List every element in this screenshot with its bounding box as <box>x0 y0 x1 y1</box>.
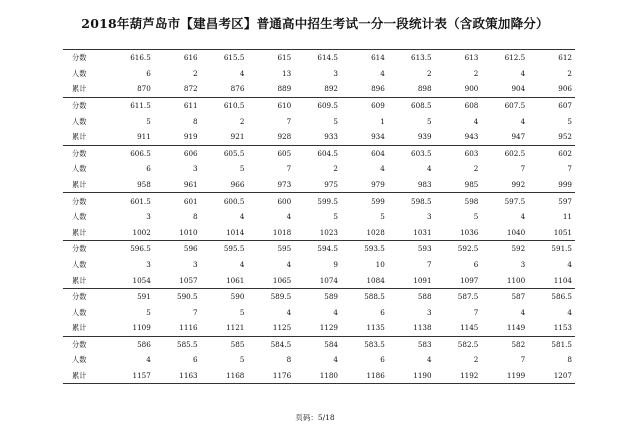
cumulative-cell: 1135 <box>366 323 385 333</box>
score-cell: 590.5 <box>154 288 201 304</box>
cumulative-cell: 952 <box>558 132 572 142</box>
count-cell: 3 <box>333 68 338 78</box>
cumulative-cell: 1129 <box>319 323 338 333</box>
count-cell: 7 <box>473 307 479 317</box>
score-cell: 595 <box>247 241 294 257</box>
score-row-label: 分数 <box>63 288 107 304</box>
score-cell: 585 <box>201 336 248 352</box>
count-cell: 6 <box>146 164 151 174</box>
count-cell: 4 <box>520 212 526 222</box>
score-cell: 608 <box>435 97 482 113</box>
score-cell: 601 <box>154 193 201 209</box>
cumulative-cell: 1109 <box>132 323 151 333</box>
score-cell: 611 <box>154 97 201 113</box>
score-cell: 588 <box>388 288 435 304</box>
count-cell: 3 <box>427 212 432 222</box>
score-cell: 586 <box>107 336 154 352</box>
cumulative-cell: 973 <box>277 179 292 189</box>
score-cell: 605 <box>247 145 294 161</box>
score-distribution-table-container <box>63 49 575 384</box>
page-title: 2018年葫芦岛市【建昌考区】普通高中招生考试一分一段统计表（含政策加降分） <box>81 16 549 31</box>
score-table-body <box>63 50 575 384</box>
score-distribution-table <box>63 49 575 384</box>
score-cell: 591.5 <box>528 241 575 257</box>
count-row <box>63 209 575 225</box>
count-cell: 4 <box>567 259 572 269</box>
cumulative-row-label: 累计 <box>72 323 87 333</box>
score-row-label: 分数 <box>63 193 107 209</box>
cumulative-cell: 1176 <box>247 368 294 384</box>
score-cell: 616 <box>154 50 201 66</box>
cumulative-cell: 1125 <box>272 323 292 333</box>
score-cell: 594.5 <box>294 241 341 257</box>
cumulative-row <box>63 272 575 288</box>
count-cell: 8 <box>286 355 292 365</box>
count-cell: 2 <box>473 164 479 174</box>
score-cell: 615 <box>247 50 294 66</box>
cumulative-cell: 992 <box>511 179 526 189</box>
cumulative-cell: 1091 <box>413 275 432 285</box>
score-cell: 595.5 <box>201 241 248 257</box>
score-cell: 591 <box>107 288 154 304</box>
count-cell: 9 <box>333 259 338 269</box>
count-cell: 2 <box>567 68 572 78</box>
cumulative-row-label: 累计 <box>72 84 87 94</box>
cumulative-cell: 1054 <box>132 275 151 285</box>
count-cell: 8 <box>193 212 198 222</box>
count-row <box>63 305 575 321</box>
cumulative-cell: 1121 <box>226 323 245 333</box>
cumulative-row-label: 累计 <box>63 368 107 384</box>
count-cell: 4 <box>286 307 292 317</box>
count-cell: 4 <box>380 164 385 174</box>
count-cell: 5 <box>333 212 338 222</box>
score-row <box>63 97 575 113</box>
count-row-label: 人数 <box>72 307 87 317</box>
score-cell: 599.5 <box>294 193 341 209</box>
cumulative-row <box>63 368 575 384</box>
score-cell: 600 <box>247 193 294 209</box>
score-cell: 593 <box>388 241 435 257</box>
cumulative-cell: 934 <box>371 132 385 142</box>
cumulative-cell: 898 <box>417 84 432 94</box>
count-cell: 7 <box>427 259 432 269</box>
score-cell: 614 <box>341 50 388 66</box>
cumulative-cell: 958 <box>137 179 151 189</box>
count-row <box>63 66 575 82</box>
count-cell: 2 <box>239 116 245 126</box>
cumulative-cell: 1002 <box>132 227 151 237</box>
score-cell: 603.5 <box>388 145 435 161</box>
score-row <box>63 288 575 304</box>
cumulative-cell: 906 <box>558 84 572 94</box>
count-cell: 4 <box>380 68 385 78</box>
count-cell: 2 <box>333 164 338 174</box>
score-cell: 609.5 <box>294 97 341 113</box>
score-cell: 588.5 <box>341 288 388 304</box>
cumulative-cell: 1014 <box>226 227 245 237</box>
cumulative-cell: 1207 <box>528 368 575 384</box>
count-cell: 7 <box>520 355 526 365</box>
score-row-label: 分数 <box>63 336 107 352</box>
score-cell: 585.5 <box>154 336 201 352</box>
cumulative-cell: 1018 <box>272 227 292 237</box>
cumulative-cell: 872 <box>183 84 198 94</box>
count-cell: 4 <box>427 355 432 365</box>
score-cell: 607.5 <box>481 97 528 113</box>
score-row-label: 分数 <box>63 50 107 66</box>
score-cell: 610.5 <box>201 97 248 113</box>
cumulative-cell: 900 <box>464 84 479 94</box>
cumulative-cell: 939 <box>417 132 432 142</box>
count-cell: 5 <box>239 307 245 317</box>
score-cell: 584 <box>294 336 341 352</box>
cumulative-cell: 1065 <box>272 275 292 285</box>
cumulative-cell: 1186 <box>341 368 388 384</box>
count-cell: 6 <box>146 68 151 78</box>
score-cell: 616.5 <box>107 50 154 66</box>
count-cell: 1 <box>380 116 385 126</box>
score-cell: 611.5 <box>107 97 154 113</box>
cumulative-row <box>63 320 575 336</box>
score-cell: 581.5 <box>528 336 575 352</box>
count-cell: 13 <box>282 68 292 78</box>
cumulative-cell: 870 <box>137 84 151 94</box>
cumulative-cell: 1100 <box>506 275 526 285</box>
count-cell: 5 <box>380 212 385 222</box>
count-cell: 4 <box>239 68 245 78</box>
score-cell: 608.5 <box>388 97 435 113</box>
count-row-label: 人数 <box>72 164 87 174</box>
count-row <box>63 352 575 368</box>
score-cell: 614.5 <box>294 50 341 66</box>
count-row <box>63 113 575 129</box>
score-cell: 589.5 <box>247 288 294 304</box>
count-cell: 4 <box>520 307 526 317</box>
score-cell: 584.5 <box>247 336 294 352</box>
score-cell: 587 <box>481 288 528 304</box>
count-cell: 7 <box>286 164 292 174</box>
cumulative-cell: 1031 <box>413 227 432 237</box>
score-cell: 612 <box>528 50 575 66</box>
cumulative-row-label: 累计 <box>72 132 87 142</box>
count-cell: 2 <box>427 68 432 78</box>
cumulative-cell: 1036 <box>460 227 479 237</box>
count-cell: 5 <box>146 116 151 126</box>
cumulative-cell: 911 <box>137 132 151 142</box>
score-cell: 592.5 <box>435 241 482 257</box>
count-cell: 8 <box>193 116 198 126</box>
score-cell: 610 <box>247 97 294 113</box>
cumulative-cell: 1028 <box>366 227 385 237</box>
cumulative-row <box>63 177 575 193</box>
count-row-label: 人数 <box>72 355 87 365</box>
cumulative-cell: 1138 <box>413 323 432 333</box>
score-cell: 583.5 <box>341 336 388 352</box>
cumulative-cell: 975 <box>324 179 338 189</box>
cumulative-cell: 961 <box>183 179 198 189</box>
count-cell: 5 <box>239 355 245 365</box>
count-cell: 4 <box>567 307 572 317</box>
score-cell: 597 <box>528 193 575 209</box>
score-cell: 589 <box>294 288 341 304</box>
score-cell: 609 <box>341 97 388 113</box>
count-cell: 6 <box>380 307 385 317</box>
count-cell: 11 <box>562 212 572 222</box>
count-cell: 4 <box>427 164 432 174</box>
count-cell: 4 <box>239 259 245 269</box>
score-cell: 615.5 <box>201 50 248 66</box>
count-cell: 6 <box>473 259 479 269</box>
score-cell: 587.5 <box>435 288 482 304</box>
count-cell: 7 <box>286 116 292 126</box>
score-cell: 596.5 <box>107 241 154 257</box>
page-number: 页码：5/18 <box>295 413 335 422</box>
cumulative-cell: 1040 <box>506 227 526 237</box>
cumulative-cell: 1157 <box>107 368 154 384</box>
count-cell: 3 <box>427 307 432 317</box>
count-cell: 5 <box>333 116 338 126</box>
cumulative-cell: 896 <box>371 84 385 94</box>
count-row-label: 人数 <box>72 212 87 222</box>
score-row-label: 分数 <box>63 97 107 113</box>
score-row <box>63 193 575 209</box>
score-cell: 592 <box>481 241 528 257</box>
count-row-label: 人数 <box>72 68 87 78</box>
score-cell: 613 <box>435 50 482 66</box>
score-cell: 598 <box>435 193 482 209</box>
cumulative-cell: 1145 <box>460 323 479 333</box>
score-row <box>63 241 575 257</box>
score-cell: 602.5 <box>481 145 528 161</box>
count-row-label: 人数 <box>72 259 87 269</box>
cumulative-cell: 1061 <box>226 275 245 285</box>
count-cell: 5 <box>427 116 432 126</box>
cumulative-cell: 1153 <box>553 323 572 333</box>
cumulative-cell: 1116 <box>179 323 198 333</box>
cumulative-cell: 1010 <box>179 227 198 237</box>
score-cell: 590 <box>201 288 248 304</box>
cumulative-cell: 1104 <box>553 275 572 285</box>
count-cell: 3 <box>193 164 198 174</box>
cumulative-cell: 892 <box>324 84 338 94</box>
count-row <box>63 161 575 177</box>
cumulative-cell: 889 <box>277 84 292 94</box>
score-cell: 607 <box>528 97 575 113</box>
count-cell: 4 <box>520 116 526 126</box>
count-cell: 3 <box>520 259 526 269</box>
count-cell: 2 <box>193 68 198 78</box>
cumulative-cell: 943 <box>464 132 479 142</box>
cumulative-cell: 919 <box>183 132 198 142</box>
count-cell: 3 <box>193 259 198 269</box>
score-cell: 586.5 <box>528 288 575 304</box>
cumulative-cell: 928 <box>277 132 292 142</box>
cumulative-cell: 1057 <box>179 275 198 285</box>
count-cell: 7 <box>520 164 526 174</box>
score-cell: 597.5 <box>481 193 528 209</box>
count-cell: 4 <box>286 259 292 269</box>
count-cell: 4 <box>333 355 338 365</box>
count-row <box>63 257 575 273</box>
count-cell: 7 <box>567 164 572 174</box>
count-cell: 5 <box>146 307 151 317</box>
cumulative-cell: 876 <box>230 84 245 94</box>
count-cell: 2 <box>473 68 479 78</box>
count-cell: 3 <box>146 212 151 222</box>
cumulative-cell: 933 <box>324 132 338 142</box>
cumulative-cell: 1149 <box>506 323 526 333</box>
score-cell: 605.5 <box>201 145 248 161</box>
cumulative-row <box>63 225 575 241</box>
cumulative-cell: 1190 <box>388 368 435 384</box>
score-cell: 604.5 <box>294 145 341 161</box>
score-cell: 600.5 <box>201 193 248 209</box>
cumulative-cell: 1163 <box>154 368 201 384</box>
score-cell: 604 <box>341 145 388 161</box>
count-cell: 7 <box>193 307 198 317</box>
score-row-label: 分数 <box>63 145 107 161</box>
score-row <box>63 145 575 161</box>
cumulative-row-label: 累计 <box>72 275 87 285</box>
count-cell: 4 <box>333 307 338 317</box>
cumulative-row <box>63 129 575 145</box>
score-cell: 606 <box>154 145 201 161</box>
score-cell: 582 <box>481 336 528 352</box>
count-cell: 5 <box>239 164 245 174</box>
cumulative-cell: 947 <box>511 132 526 142</box>
count-cell: 4 <box>473 116 479 126</box>
count-cell: 10 <box>375 259 385 269</box>
cumulative-row-label: 累计 <box>72 227 87 237</box>
score-row-label: 分数 <box>63 241 107 257</box>
cumulative-cell: 983 <box>417 179 432 189</box>
score-cell: 613.5 <box>388 50 435 66</box>
count-cell: 4 <box>520 68 526 78</box>
score-cell: 606.5 <box>107 145 154 161</box>
count-cell: 8 <box>567 355 572 365</box>
score-cell: 612.5 <box>481 50 528 66</box>
cumulative-cell: 921 <box>230 132 245 142</box>
score-cell: 593.5 <box>341 241 388 257</box>
cumulative-cell: 985 <box>464 179 479 189</box>
score-cell: 583 <box>388 336 435 352</box>
score-cell: 598.5 <box>388 193 435 209</box>
cumulative-cell: 904 <box>511 84 526 94</box>
score-cell: 602 <box>528 145 575 161</box>
count-cell: 5 <box>473 212 479 222</box>
cumulative-cell: 966 <box>230 179 245 189</box>
cumulative-cell: 1051 <box>553 227 572 237</box>
count-cell: 2 <box>473 355 479 365</box>
cumulative-row <box>63 81 575 97</box>
cumulative-cell: 1199 <box>481 368 528 384</box>
cumulative-cell: 1084 <box>366 275 385 285</box>
cumulative-cell: 1097 <box>460 275 479 285</box>
cumulative-row-label: 累计 <box>72 179 87 189</box>
score-cell: 603 <box>435 145 482 161</box>
count-cell: 4 <box>286 212 292 222</box>
score-row <box>63 50 575 66</box>
cumulative-cell: 1192 <box>435 368 482 384</box>
count-cell: 5 <box>567 116 572 126</box>
cumulative-cell: 1074 <box>319 275 338 285</box>
count-cell: 4 <box>146 355 151 365</box>
score-cell: 601.5 <box>107 193 154 209</box>
count-cell: 3 <box>146 259 151 269</box>
cumulative-cell: 999 <box>558 179 572 189</box>
cumulative-cell: 1180 <box>294 368 341 384</box>
score-cell: 599 <box>341 193 388 209</box>
score-cell: 582.5 <box>435 336 482 352</box>
score-row <box>63 336 575 352</box>
score-cell: 596 <box>154 241 201 257</box>
count-cell: 4 <box>239 212 245 222</box>
cumulative-cell: 1168 <box>201 368 248 384</box>
count-cell: 6 <box>380 355 385 365</box>
cumulative-cell: 1023 <box>319 227 338 237</box>
count-row-label: 人数 <box>72 116 87 126</box>
count-cell: 6 <box>193 355 198 365</box>
cumulative-cell: 979 <box>371 179 385 189</box>
